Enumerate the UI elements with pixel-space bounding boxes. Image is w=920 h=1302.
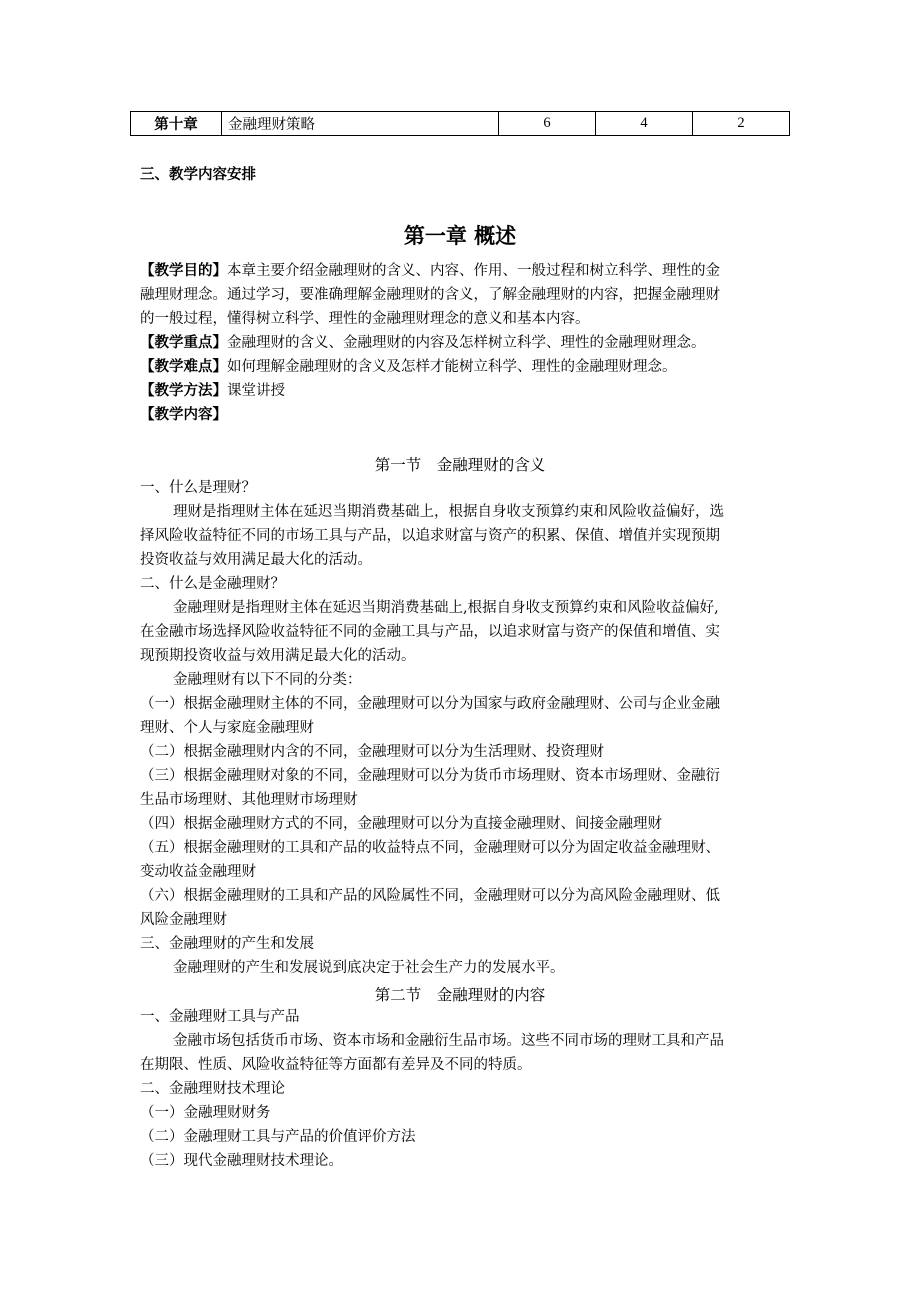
classify-4: （四）根据金融理财方式的不同，金融理财可以分为直接金融理财、间接金融理财 [140, 816, 662, 832]
key-points-label: 【教学重点】 [140, 335, 227, 351]
classify-6-line-1: （六）根据金融理财的工具和产品的风险属性不同，金融理财可以分为高风险金融理财、低 [140, 888, 720, 904]
classify-2: （二）根据金融理财内含的不同，金融理财可以分为生活理财、投资理财 [140, 744, 604, 760]
classify-5-line-1: （五）根据金融理财的工具和产品的收益特点不同，金融理财可以分为固定收益金融理财、 [140, 840, 720, 856]
chapter-title-cell: 金融理财策略 [222, 112, 499, 136]
classify-1-line-1: （一）根据金融理财主体的不同，金融理财可以分为国家与政府金融理财、公司与企业金融 [140, 696, 720, 712]
classify-6-line-2: 风险金融理财 [140, 912, 227, 928]
objectives-line-1: 【教学目的】本章主要介绍金融理财的含义、内容、作用、一般过程和树立科学、理性的金 [140, 263, 720, 279]
classify-3-line-2: 生品市场理财、其他理财市场理财 [140, 792, 358, 808]
classify-1-line-2: 理财、个人与家庭金融理财 [140, 720, 314, 736]
s1-p2-line-2: 在金融市场选择风险收益特征不同的金融工具与产品，以追求财富与资产的保值和增值、实 [140, 624, 720, 640]
classify-3-line-1: （三）根据金融理财对象的不同，金融理财可以分为货币市场理财、资本市场理财、金融衍 [140, 768, 720, 784]
difficulties: 【教学难点】如何理解金融理财的含义及怎样才能树立科学、理性的金融理财理念。 [140, 359, 677, 375]
section-heading: 三、教学内容安排 [140, 167, 256, 183]
s1-q1: 一、什么是理财？ [140, 480, 256, 496]
chapter-title: 第一章 概述 [403, 224, 517, 248]
methods-label: 【教学方法】 [140, 383, 227, 399]
practice-hours-cell: 2 [693, 112, 790, 136]
s1-q2: 二、什么是金融理财？ [140, 576, 285, 592]
s2-h2: 二、金融理财技术理论 [140, 1081, 285, 1097]
s1-p3: 金融理财的产生和发展说到底决定于社会生产力的发展水平。 [173, 960, 565, 976]
classify-5-line-2: 变动收益金融理财 [140, 864, 256, 880]
s2-item-3: （三）现代金融理财技术理论。 [140, 1153, 343, 1169]
methods: 【教学方法】课堂讲授 [140, 383, 285, 399]
chapter-cell: 第十章 [131, 112, 222, 136]
s1-p2-line-3: 现预期投资收益与效用满足最大化的活动。 [140, 648, 416, 664]
lecture-hours-cell: 4 [596, 112, 693, 136]
total-hours-cell: 6 [499, 112, 596, 136]
s1-p1-line-2: 择风险收益特征不同的市场工具与产品，以追求财富与资产的积累、保值、增值并实现预期 [140, 528, 720, 544]
s2-item-2: （二）金融理财工具与产品的价值评价方法 [140, 1129, 416, 1145]
key-points: 【教学重点】金融理财的含义、金融理财的内容及怎样树立科学、理性的金融理财理念。 [140, 335, 706, 351]
difficulties-label: 【教学难点】 [140, 359, 227, 375]
s1-p2-line-1: 金融理财是指理财主体在延迟当期消费基础上,根据自身收支预算约束和风险收益偏好, [173, 600, 719, 616]
s2-h1: 一、金融理财工具与产品 [140, 1009, 300, 1025]
course-hours-table [130, 111, 790, 136]
section-2-title: 第二节 金融理财的内容 [374, 986, 546, 1004]
objectives-line-2: 融理财理念。通过学习，要准确理解金融理财的含义，了解金融理财的内容，把握金融理财 [140, 287, 720, 303]
s2-item-1: （一）金融理财财务 [140, 1105, 271, 1121]
objectives-line-3: 的一般过程，懂得树立科学、理性的金融理财理念的意义和基本内容。 [140, 311, 590, 327]
table-row [131, 112, 790, 136]
s1-p1-line-3: 投资收益与效用满足最大化的活动。 [140, 552, 372, 568]
content-label: 【教学内容】 [140, 407, 227, 423]
objectives-label: 【教学目的】 [140, 263, 227, 279]
classify-intro: 金融理财有以下不同的分类： [173, 672, 362, 688]
s1-p1-line-1: 理财是指理财主体在延迟当期消费基础上，根据自身收支预算约束和风险收益偏好，选 [173, 504, 724, 520]
section-1-title: 第一节 金融理财的含义 [374, 456, 546, 474]
s2-p1-line-1: 金融市场包括货币市场、资本市场和金融衍生品市场。这些不同市场的理财工具和产品 [173, 1033, 724, 1049]
s2-p1-line-2: 在期限、性质、风险收益特征等方面都有差异及不同的特质。 [140, 1057, 532, 1073]
s1-q3: 三、金融理财的产生和发展 [140, 936, 314, 952]
